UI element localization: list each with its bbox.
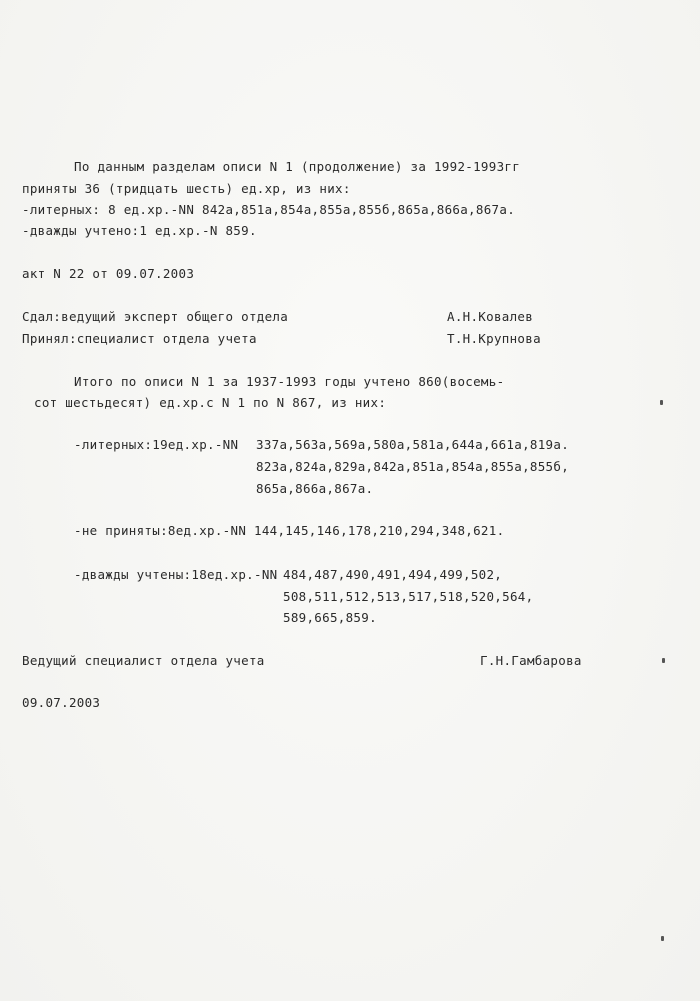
scan-speck bbox=[662, 658, 665, 663]
date-line: 09.07.2003 bbox=[22, 695, 101, 710]
literal-line-1: 337а,563а,569а,580а,581а,644а,661а,819а. bbox=[256, 437, 570, 452]
act-line: акт N 22 от 09.07.2003 bbox=[22, 266, 195, 281]
intro-line-2: приняты 36 (тридцать шесть) ед.хр, из них: bbox=[22, 181, 351, 196]
signature-role: Ведущий специалист отдела учета bbox=[22, 653, 265, 668]
literal-line-3: 865а,866а,867а. bbox=[256, 481, 374, 496]
summary-line-2: сот шестьдесят) ед.хр.с N 1 по N 867, из них: bbox=[34, 395, 387, 410]
intro-line-1: По данным разделам описи N 1 (продолжение) за 1992-1993гг bbox=[74, 159, 521, 174]
literal-line-2: 823а,824а,829а,842а,851а,854а,855а,855б, bbox=[256, 459, 570, 474]
scan-speck bbox=[661, 936, 664, 941]
not-accepted-line: -не приняты:8ед.хр.-NN 144,145,146,178,210,294,348,621. bbox=[74, 523, 505, 538]
received-role: Принял:специалист отдела учета bbox=[22, 331, 257, 346]
double-line-3: 589,665,859. bbox=[283, 610, 377, 625]
handed-role: Сдал:ведущий эксперт общего отдела bbox=[22, 309, 289, 324]
double-line-1: 484,487,490,491,494,499,502, bbox=[283, 567, 503, 582]
intro-line-4: -дважды учтено:1 ед.хр.-N 859. bbox=[22, 223, 257, 238]
signature-name: Г.Н.Гамбарова bbox=[480, 653, 582, 668]
summary-line-1: Итого по описи N 1 за 1937-1993 годы учтено 860(восемь- bbox=[74, 374, 505, 389]
scan-speck bbox=[660, 400, 663, 405]
received-name: Т.Н.Крупнова bbox=[447, 331, 541, 346]
double-label: -дважды учтены:18ед.хр.-NN bbox=[74, 567, 278, 582]
intro-line-3: -литерных: 8 ед.хр.-NN 842а,851а,854а,855а,855б,865а,866а,867а. bbox=[22, 202, 516, 217]
literal-label: -литерных:19ед.хр.-NN bbox=[74, 437, 239, 452]
double-line-2: 508,511,512,513,517,518,520,564, bbox=[283, 589, 534, 604]
handed-name: А.Н.Ковалев bbox=[447, 309, 534, 324]
